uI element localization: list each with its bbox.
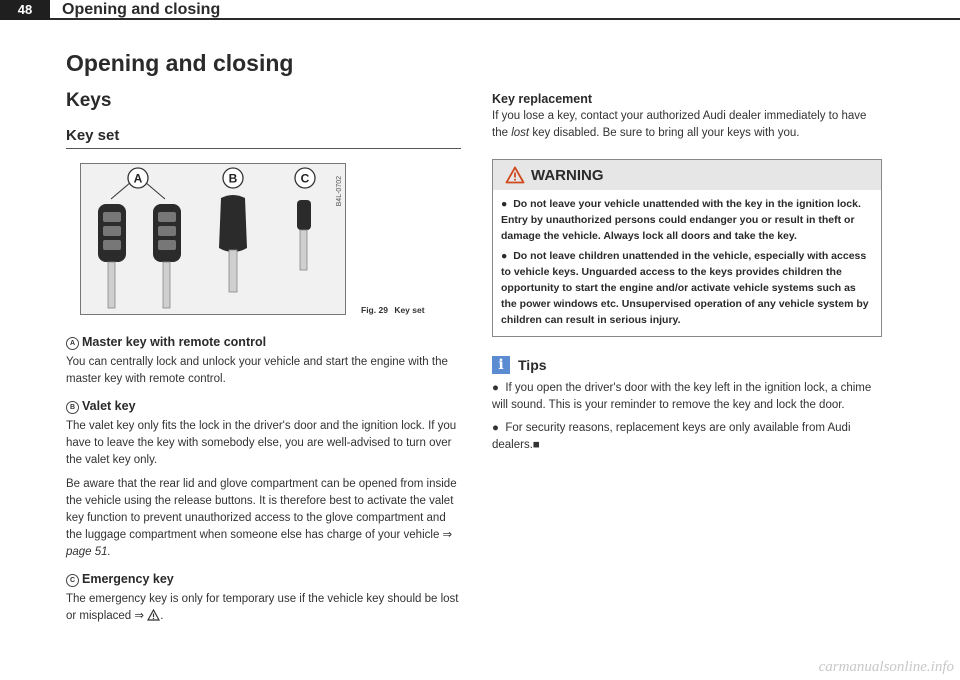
- reference-arrow: ⇒: [134, 610, 145, 622]
- label-c-icon: [295, 168, 315, 188]
- warning-body: [493, 190, 881, 336]
- info-icon: i: [492, 356, 510, 374]
- label-b-text: B: [228, 171, 238, 186]
- warning-icon: [505, 166, 525, 184]
- bullet-icon: ●: [501, 250, 508, 262]
- tips-label: Tips: [518, 357, 547, 373]
- bullet-icon: ●: [492, 422, 499, 434]
- callout-line-a1: [111, 182, 131, 199]
- running-title: Opening and closing: [62, 1, 221, 18]
- emergency-key-icon: [297, 200, 311, 270]
- key-set-illustration: [81, 164, 345, 314]
- end-mark: ■: [532, 439, 540, 451]
- valet-key-heading: [66, 398, 461, 415]
- warning-item-text: Do not leave your vehicle unattended with the key in the ignition lock. Entry by unauthorized persons could endanger you or result in theft or damage the vehicle. Always lock all doors and take the key.: [501, 198, 861, 242]
- key-replacement-emphasis: lost: [511, 127, 530, 139]
- figure-caption: [357, 305, 425, 315]
- page-number: 48: [0, 0, 50, 20]
- warning-header: [493, 160, 881, 190]
- left-column-body: [66, 334, 461, 632]
- subsection-heading: Key set: [66, 127, 120, 144]
- circled-c-icon: C: [66, 574, 79, 587]
- chapter-heading: Opening and closing: [66, 50, 294, 76]
- tip-item-text: For security reasons, replacement keys are only available from Audi dealers.: [492, 422, 851, 451]
- valet-key-text-1: The valet key only fits the lock in the driver's door and the ignition lock. If you have to leave the key with somebody else, you are well-advised to turn over the valet key only.: [66, 420, 457, 466]
- tip-item-text: If you open the driver's door with the key left in the ignition lock, a chime will sound. This is your reminder to remove the key and lock the door.: [492, 382, 872, 411]
- master-key-remote-icon-2: [153, 204, 181, 308]
- label-b-icon: [223, 168, 243, 188]
- warning-label: WARNING: [531, 166, 604, 184]
- master-key-remote-icon: [98, 204, 126, 308]
- circled-a-icon: A: [66, 337, 79, 350]
- warning-item: [501, 248, 873, 328]
- tips-body: [492, 380, 888, 460]
- watermark: carmanualsonline.info: [818, 659, 954, 675]
- key-replacement-text: [492, 108, 882, 142]
- key-replacement-text-2: key disabled. Be sure to bring all your keys with you.: [532, 127, 800, 139]
- tip-item: [492, 420, 888, 454]
- master-key-heading: [66, 334, 461, 351]
- figure-code: B4L-0702: [336, 176, 343, 207]
- emergency-key-text: The emergency key is only for temporary use if the vehicle key should be lost or misplaced ⇒ .: [66, 593, 459, 622]
- valet-key-text-2-body: Be aware that the rear lid and glove compartment can be opened from inside the vehicle using the release buttons. It is therefore best to activate the valet key function to prevent unauthorized access to the glove compartment and the luggage compartment when someone else has charge of your vehicle: [66, 478, 457, 541]
- emergency-key-title: Emergency key: [82, 572, 174, 586]
- section-heading: Keys: [66, 90, 112, 111]
- master-key-text: You can centrally lock and unlock your vehicle and start the engine with the master key with remote control.: [66, 356, 448, 385]
- emergency-key-text-body: The emergency key is only for temporary use if the vehicle key should be lost or misplaced: [66, 593, 459, 622]
- key-replacement-heading: Key replacement: [492, 92, 593, 106]
- page-reference-link[interactable]: ⇒ page 51.: [66, 529, 453, 558]
- subsection-rule: [66, 148, 461, 149]
- tip-item: [492, 380, 888, 414]
- master-key-title: Master key with remote control: [82, 335, 267, 349]
- bullet-icon: ●: [501, 198, 508, 210]
- warning-box: [492, 159, 882, 337]
- label-c-text: C: [300, 171, 310, 186]
- key-replacement-text-1: If you lose a key, contact your authorized Audi dealer immediately to have the: [492, 110, 867, 139]
- header-rule: [50, 18, 960, 20]
- valet-key-title: Valet key: [82, 399, 136, 413]
- label-a-icon: [128, 168, 148, 188]
- emergency-key-heading: [66, 571, 461, 588]
- figure-caption-text: Key set: [394, 305, 425, 315]
- valet-key-text-2: [66, 476, 461, 561]
- label-a-text: A: [133, 171, 143, 186]
- warning-reference-link[interactable]: [134, 610, 160, 622]
- valet-key-icon: [219, 195, 247, 292]
- callout-line-a2: [145, 182, 165, 199]
- circled-b-icon: B: [66, 401, 79, 414]
- warning-triangle-icon: [147, 609, 160, 621]
- tips-header: [492, 356, 547, 374]
- warning-item: [501, 196, 873, 244]
- key-set-figure: [80, 163, 346, 315]
- figure-caption-number: Fig. 29: [361, 305, 388, 315]
- warning-item-text: Do not leave children unattended in the vehicle, especially with access to vehicle keys. Unguarded access to the keys provides children the opportunity to start the engine and/or activate vehicle systems such as the power windows etc. Unsupervised operation of any vehicle system by children can result in serious injury.: [501, 250, 869, 326]
- bullet-icon: ●: [492, 382, 499, 394]
